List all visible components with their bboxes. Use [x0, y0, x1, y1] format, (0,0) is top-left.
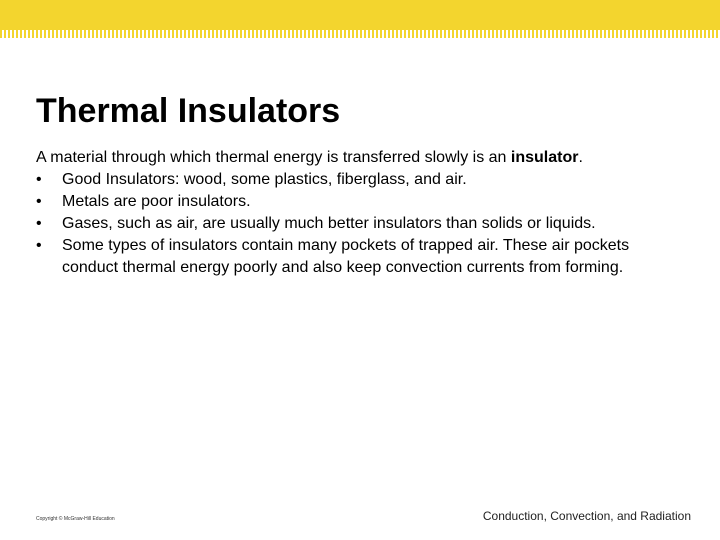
bullet-item: [36, 235, 696, 279]
bullet-text: Some types of insulators contain many pockets of trapped air. These air pockets conduct thermal energy poorly and also keep convection currents from forming.: [62, 237, 630, 276]
bullet-text: Good Insulators: wood, some plastics, fiberglass, and air.: [62, 171, 467, 188]
bullet-icon: •: [36, 215, 42, 232]
footer-chapter-title: Conduction, Convection, and Radiation: [482, 509, 691, 523]
bullet-text: Gases, such as air, are usually much better insulators than solids or liquids.: [62, 215, 596, 232]
header-stripe: [0, 30, 720, 38]
slide-body: [36, 147, 696, 279]
header-accent-bar: [0, 0, 720, 30]
bullet-item: [36, 213, 696, 235]
intro-sentence: [36, 147, 696, 169]
slide-title: Thermal Insulators: [36, 92, 341, 130]
bullet-icon: •: [36, 193, 42, 210]
bullet-icon: •: [36, 171, 42, 188]
copyright-notice: Copyright © McGraw-Hill Education: [36, 516, 115, 522]
bullet-text: Metals are poor insulators.: [62, 193, 251, 210]
intro-text: A material through which thermal energy is transferred slowly is an: [36, 149, 511, 166]
intro-keyword: insulator: [510, 149, 579, 166]
bullet-icon: •: [36, 237, 42, 254]
bullet-item: [36, 191, 696, 213]
intro-end: .: [578, 149, 583, 166]
bullet-list: [36, 169, 696, 279]
bullet-item: [36, 169, 696, 191]
